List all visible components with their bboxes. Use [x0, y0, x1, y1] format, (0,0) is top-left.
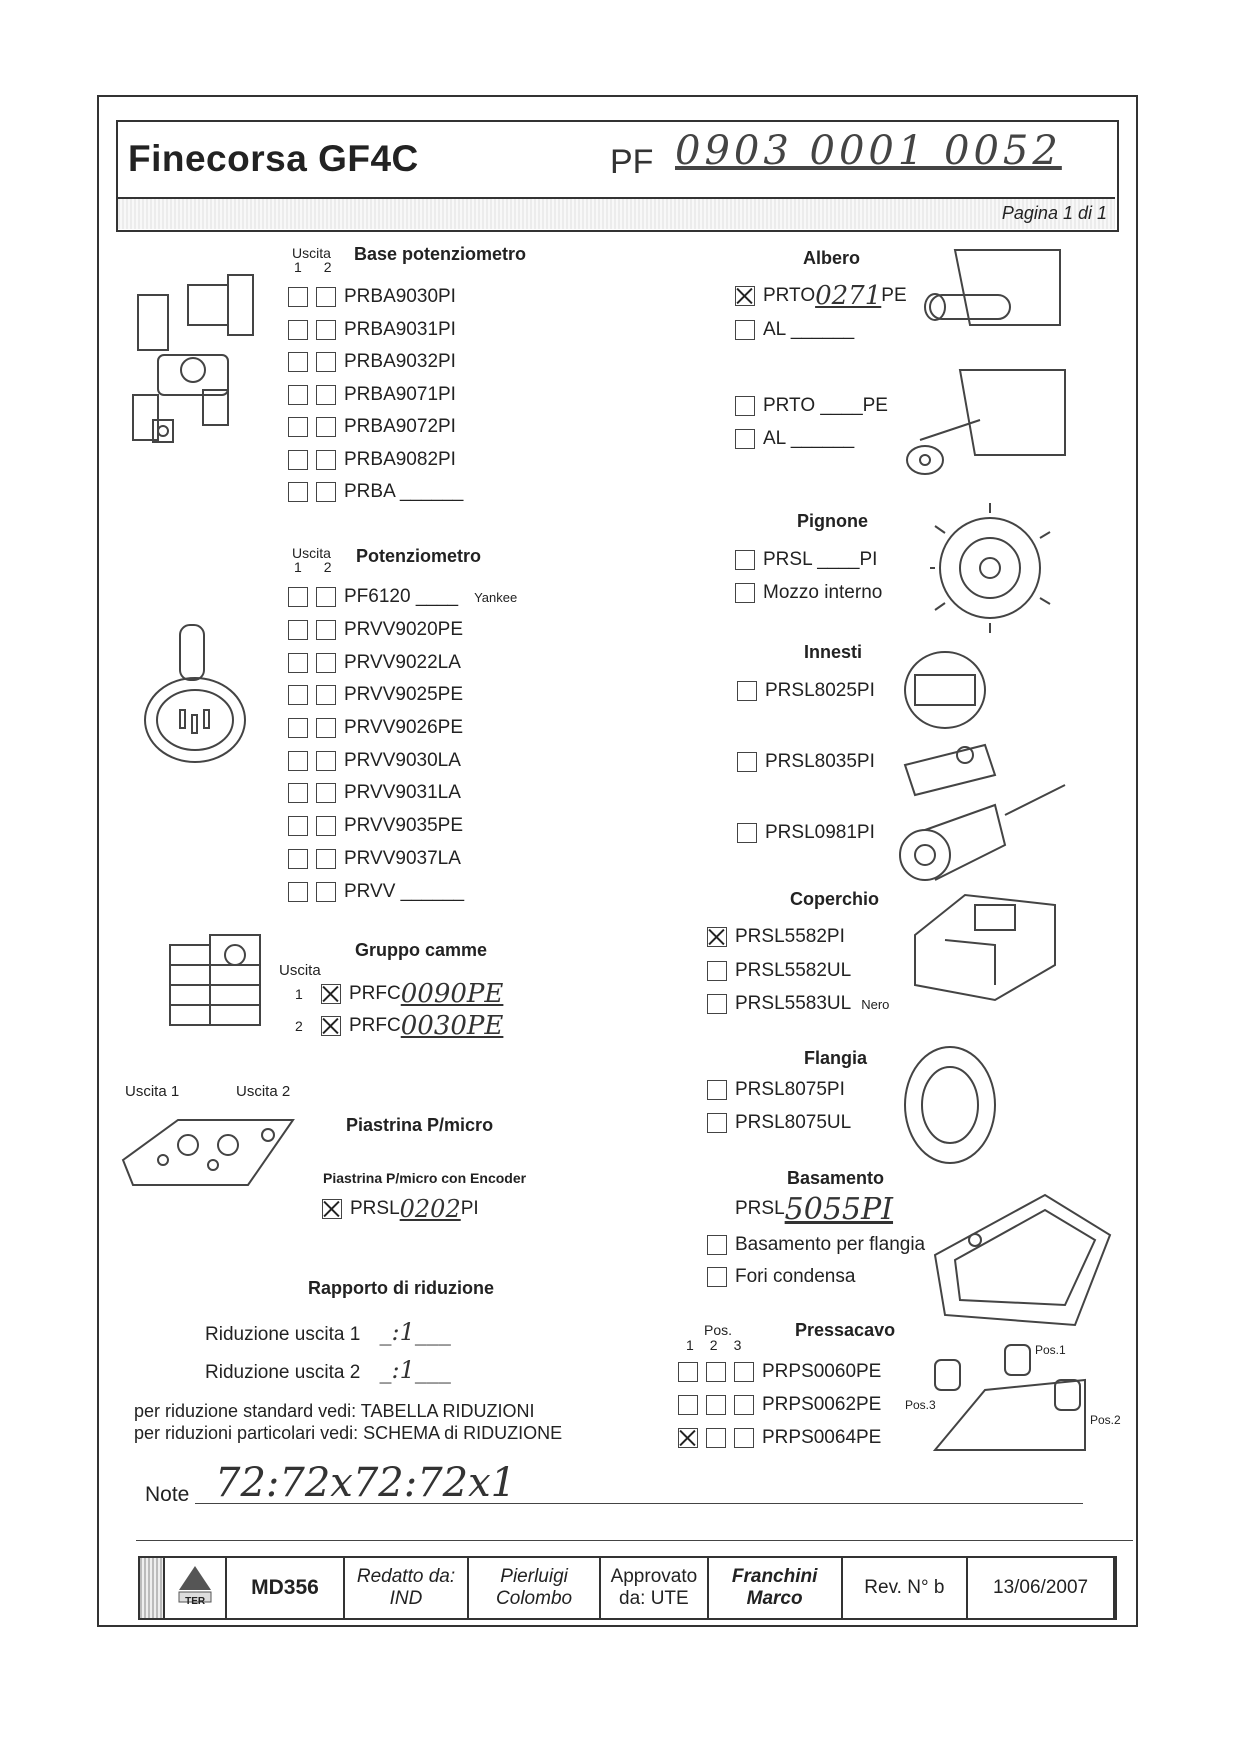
checkbox-out1[interactable]: [288, 287, 308, 307]
base-uscita-header: Uscita 1 2: [292, 245, 332, 275]
coperchio-image: [905, 885, 1065, 1005]
flangia-row-2: PRSL8075UL: [707, 1109, 851, 1137]
coperchio-row-1: PRSL5582PI: [707, 923, 845, 951]
list-item: PRBA9030PI: [288, 281, 463, 314]
part-reference: per riduzioni particolari vedi: SCHEMA di RIDUZIONE: [134, 1423, 563, 1443]
checkbox-pos2[interactable]: [706, 1428, 726, 1448]
list-item: PRVV9020PE: [288, 614, 517, 647]
footer-code: MD356: [227, 1558, 345, 1618]
gruppo-camme-image: [160, 925, 270, 1035]
basamento-image: [925, 1185, 1115, 1335]
coperchio-row-3: PRSL5583UL Nero: [707, 990, 889, 1018]
pignone-image: [930, 498, 1070, 638]
checkbox-out2[interactable]: [316, 417, 336, 437]
pos2-label: Pos.2: [1090, 1413, 1121, 1427]
list-item: PRVV9031LA: [288, 777, 517, 810]
footer-logo: TER: [165, 1558, 227, 1618]
list-item: PRPS0062PE: [678, 1388, 881, 1421]
coperchio-row-2: PRSL5582UL: [707, 957, 851, 985]
checkbox-out2[interactable]: [316, 320, 336, 340]
checkbox-out2[interactable]: [316, 450, 336, 470]
innesti-image-1: [895, 645, 995, 735]
checkbox-pos1[interactable]: [678, 1362, 698, 1382]
note-line: [195, 1503, 1083, 1504]
pf-number[interactable]: 0903 0001 0052: [675, 128, 1062, 174]
camme-2-code[interactable]: 0030PE: [400, 1011, 504, 1041]
albero-image-2: [890, 360, 1070, 490]
checkbox-out1[interactable]: [288, 385, 308, 405]
checkbox-basamento-1[interactable]: [707, 1235, 727, 1255]
pignone-title: Pignone: [797, 511, 868, 531]
footer-approvato-name: Franchini Marco: [709, 1558, 843, 1618]
footer-date: 13/06/2007: [968, 1558, 1115, 1618]
footer-revision: Rev. N° b: [843, 1558, 969, 1618]
checkbox-out2[interactable]: [316, 751, 336, 771]
checkbox-out1[interactable]: [288, 849, 308, 869]
piastrina-uscita-2: Uscita 2: [236, 1083, 291, 1100]
innesti-row-1: PRSL8025PI: [737, 677, 875, 705]
checkbox-out2[interactable]: [316, 482, 336, 502]
albero-image-1: [910, 240, 1070, 355]
riduzione-1-value[interactable]: _:1___: [379, 1318, 451, 1346]
list-item: PRBA9071PI: [288, 379, 463, 412]
list-item: PRVV9026PE: [288, 712, 517, 745]
list-item: PRPS0060PE: [678, 1355, 881, 1388]
checkbox-pignone-2[interactable]: [735, 583, 755, 603]
checkbox-out1[interactable]: [288, 482, 308, 502]
checkbox-out2[interactable]: [316, 620, 336, 640]
pos3-label: Pos.3: [905, 1398, 936, 1412]
pignone-row-1: PRSL ____PI: [735, 546, 877, 574]
checkbox-out1[interactable]: [288, 450, 308, 470]
coperchio-title: Coperchio: [790, 889, 880, 909]
checkbox-basamento-2[interactable]: [707, 1267, 727, 1287]
flangia-image: [895, 1040, 1005, 1170]
albero-row-3: PRTO ____PE: [735, 392, 888, 420]
footer-hatch-left: [140, 1558, 165, 1618]
checkbox-albero-1[interactable]: [735, 286, 755, 306]
piastrina-uscita-1: Uscita 1: [125, 1083, 180, 1100]
checkbox-out2[interactable]: [316, 587, 336, 607]
potenziometro-title: Potenziometro: [356, 546, 482, 566]
checkbox-pignone-1[interactable]: [735, 550, 755, 570]
checkbox-out2[interactable]: [316, 849, 336, 869]
encoder-title: Piastrina P/micro con Encoder: [323, 1170, 527, 1186]
innesti-row-2: PRSL8035PI: [737, 748, 875, 776]
checkbox-out2[interactable]: [316, 718, 336, 738]
checkbox-pos1[interactable]: [678, 1428, 698, 1448]
albero-code[interactable]: 0271: [815, 281, 882, 311]
pos1-label: Pos.1: [1035, 1343, 1066, 1357]
list-item: PRVV9035PE: [288, 810, 517, 843]
basamento-code[interactable]: 5055PI: [784, 1191, 894, 1227]
base-potenziometro-image: [118, 255, 268, 465]
potenziometro-list: [288, 581, 517, 908]
footer-redatto: Redatto da: IND: [345, 1558, 469, 1618]
checkbox-out2[interactable]: [316, 287, 336, 307]
pressacavo-pos-label: Pos.: [704, 1322, 733, 1338]
gruppo-camme-row-2: 2 PRFC 0030PE: [295, 1011, 504, 1041]
checkbox-pos3[interactable]: [734, 1362, 754, 1382]
checkbox-out1[interactable]: [288, 685, 308, 705]
pressacavo-col-header: 1 2 3: [686, 1337, 742, 1353]
list-item: PRVV9022LA: [288, 646, 517, 679]
pignone-row-2: Mozzo interno: [735, 579, 882, 607]
checkbox-out1[interactable]: [288, 653, 308, 673]
encoder-row: PRSL 0202 PI: [322, 1195, 479, 1223]
checkbox-flangia-2[interactable]: [707, 1113, 727, 1133]
checkbox-pos3[interactable]: [734, 1428, 754, 1448]
note-value[interactable]: 72:72x72:72x1: [215, 1460, 517, 1506]
checkbox-out1[interactable]: [288, 620, 308, 640]
checkbox-out2[interactable]: [316, 385, 336, 405]
gruppo-uscita-label: Uscita: [279, 962, 321, 979]
checkbox-albero-3[interactable]: [735, 396, 755, 416]
piastrina-image: [118, 1100, 298, 1200]
basamento-row-2: Fori condensa: [707, 1263, 855, 1291]
page-bar: [118, 197, 1115, 229]
checkbox-albero-4[interactable]: [735, 429, 755, 449]
list-item: PRVV9030LA: [288, 744, 517, 777]
riduzione-row-1: Riduzione uscita 1 _:1___: [205, 1318, 451, 1346]
basamento-title: Basamento: [787, 1168, 885, 1188]
checkbox-out2[interactable]: [316, 882, 336, 902]
pressacavo-image: [925, 1340, 1095, 1460]
pf-label: PF: [610, 143, 654, 181]
checkbox-innesti-3[interactable]: [737, 823, 757, 843]
note-label: Note: [145, 1483, 190, 1506]
page-indicator: Pagina 1 di 1: [1001, 203, 1107, 223]
piastrina-title: Piastrina P/micro: [346, 1115, 494, 1135]
checkbox-out1[interactable]: [288, 587, 308, 607]
base-potenziometro-list: [288, 281, 463, 509]
checkbox-coperchio-3[interactable]: [707, 994, 727, 1014]
checkbox-albero-2[interactable]: [735, 320, 755, 340]
checkbox-out1[interactable]: [288, 882, 308, 902]
checkbox-out1[interactable]: [288, 783, 308, 803]
pressacavo-list: [678, 1355, 881, 1454]
checkbox-out1[interactable]: [288, 816, 308, 836]
gruppo-camme-title: Gruppo camme: [355, 940, 488, 960]
checkbox-pos2[interactable]: [706, 1395, 726, 1415]
checkbox-out1[interactable]: [288, 352, 308, 372]
checkbox-camme-2[interactable]: [321, 1016, 341, 1036]
list-item: PRPS0064PE: [678, 1421, 881, 1454]
footer-redatto-name: Pierluigi Colombo: [469, 1558, 601, 1618]
camme-1-code[interactable]: 0090PE: [400, 979, 504, 1009]
checkbox-coperchio-1[interactable]: [707, 927, 727, 947]
list-item: PRVV9025PE: [288, 679, 517, 712]
riduzione-row-2: Riduzione uscita 2 _:1___: [205, 1356, 451, 1384]
innesti-image-3: [895, 775, 1075, 885]
std-reference: per riduzione standard vedi: TABELLA RIDUZIONI: [134, 1401, 535, 1421]
form-title: Finecorsa GF4C: [128, 138, 419, 179]
checkbox-out2[interactable]: [316, 816, 336, 836]
checkbox-out1[interactable]: [288, 417, 308, 437]
checkbox-out2[interactable]: [316, 653, 336, 673]
footer-approvato: Approvato da: UTE: [601, 1558, 709, 1618]
list-item: PRBA9031PI: [288, 314, 463, 347]
basamento-row-1: Basamento per flangia: [707, 1231, 925, 1259]
checkbox-pos1[interactable]: [678, 1395, 698, 1415]
checkbox-out1[interactable]: [288, 718, 308, 738]
list-item: PRBA ______: [288, 476, 463, 509]
checkbox-out2[interactable]: [316, 352, 336, 372]
separator-line: [136, 1540, 1133, 1541]
albero-row-1: PRTO 0271 PE: [735, 282, 907, 310]
checkbox-out1[interactable]: [288, 751, 308, 771]
checkbox-innesti-2[interactable]: [737, 752, 757, 772]
checkbox-out1[interactable]: [288, 320, 308, 340]
riduzione-2-value[interactable]: _:1___: [379, 1356, 451, 1384]
base-potenziometro-title: Base potenziometro: [354, 244, 527, 264]
pot-uscita-header: Uscita 1 2: [292, 545, 332, 575]
gruppo-camme-row-1: 1 PRFC 0090PE: [295, 979, 504, 1009]
checkbox-camme-1[interactable]: [321, 984, 341, 1004]
list-item: PRBA9032PI: [288, 346, 463, 379]
checkbox-out2[interactable]: [316, 685, 336, 705]
albero-title: Albero: [803, 248, 861, 268]
checkbox-pos3[interactable]: [734, 1395, 754, 1415]
footer-table: [138, 1556, 1117, 1620]
encoder-code[interactable]: 0202: [399, 1195, 461, 1223]
innesti-title: Innesti: [804, 642, 863, 662]
list-item: PF6120 ____ Yankee: [288, 581, 517, 614]
basamento-code-row: PRSL 5055PI: [735, 1191, 894, 1227]
flangia-row-1: PRSL8075PI: [707, 1076, 845, 1104]
checkbox-innesti-1[interactable]: [737, 681, 757, 701]
riduzione-notes: [134, 1400, 562, 1444]
list-item: PRVV9037LA: [288, 843, 517, 876]
potenziometro-image: [140, 620, 250, 770]
rapporto-title: Rapporto di riduzione: [308, 1278, 494, 1298]
pressacavo-title: Pressacavo: [795, 1320, 896, 1340]
checkbox-flangia-1[interactable]: [707, 1080, 727, 1100]
list-item: PRVV ______: [288, 875, 517, 908]
checkbox-pos2[interactable]: [706, 1362, 726, 1382]
albero-row-4: AL ______: [735, 425, 854, 453]
checkbox-coperchio-2[interactable]: [707, 961, 727, 981]
list-item: PRBA9082PI: [288, 444, 463, 477]
checkbox-encoder[interactable]: [322, 1199, 342, 1219]
list-item: PRBA9072PI: [288, 411, 463, 444]
innesti-row-3: PRSL0981PI: [737, 819, 875, 847]
flangia-title: Flangia: [804, 1048, 868, 1068]
checkbox-out2[interactable]: [316, 783, 336, 803]
albero-row-2: AL ______: [735, 316, 854, 344]
